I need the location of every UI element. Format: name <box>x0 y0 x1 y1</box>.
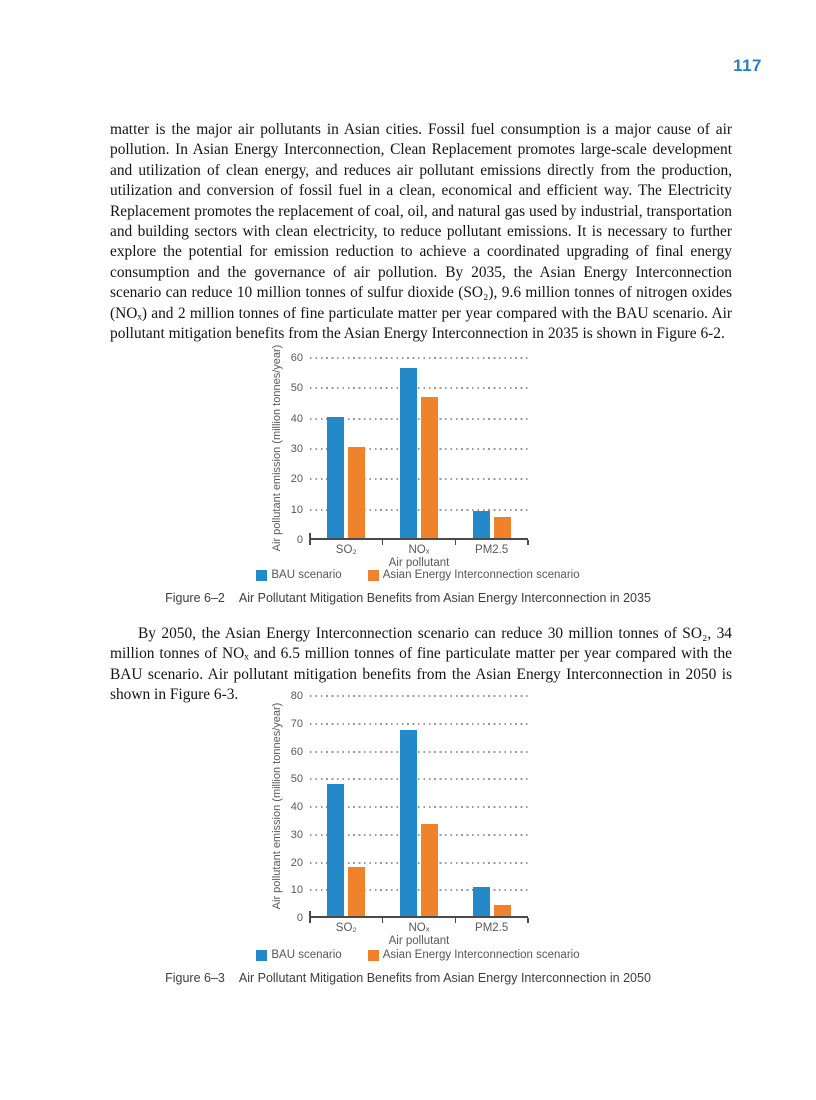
chart-legend <box>98 949 738 961</box>
bar-bau-0 <box>327 417 344 538</box>
y-tick-label: 20 <box>290 856 303 869</box>
y-axis-title: Air pollutant emission (million tonnes/year) <box>271 702 283 910</box>
x-axis-tick <box>455 918 457 923</box>
bar-aei-1 <box>421 397 438 538</box>
figure-caption-text: Air Pollutant Mitigation Benefits from Asian Energy Interconnection in 2050 <box>238 971 651 985</box>
paragraph-intro-2050: By 2050, the Asian Energy Interconnection scenario can reduce 30 million tonnes of SO₂, 34 million tonnes of NOₓ and 6.5 million tonnes of fine particulate matter per year compared with the BAU scenario. Air pollutant mitigation benefits from the Asian Energy Interconnection in 2050 is shown in Figure 6-3. <box>110 625 732 704</box>
x-category-label: SO₂ <box>335 922 357 934</box>
x-axis-title: Air pollutant <box>388 557 450 569</box>
grid-line <box>310 751 530 753</box>
legend-item-bau <box>256 949 341 961</box>
bar-aei-2 <box>494 905 511 916</box>
x-axis-tick <box>455 540 457 545</box>
legend-label-aei: Asian Energy Interconnection scenario <box>382 949 580 961</box>
legend-swatch-bau <box>256 950 267 961</box>
x-axis-tick <box>527 540 529 545</box>
x-category-label: NOₓ <box>408 544 430 556</box>
y-tick-label: 80 <box>290 690 303 702</box>
y-tick-label: 40 <box>290 412 303 425</box>
grid-line <box>310 357 530 359</box>
y-tick-label: 60 <box>290 745 303 758</box>
legend-swatch-aei <box>368 950 379 961</box>
bar-bau-2 <box>473 887 490 916</box>
y-tick-label: 40 <box>290 801 303 813</box>
grid-line <box>310 387 530 389</box>
grid-line <box>310 723 530 725</box>
y-tick-label: 20 <box>290 473 303 486</box>
x-axis-title: Air pollutant <box>388 935 450 947</box>
x-category-label: PM2.5 <box>475 544 509 556</box>
figure-caption-text: Air Pollutant Mitigation Benefits from Asian Energy Interconnection in 2035 <box>238 591 651 605</box>
x-axis-tick <box>309 918 311 923</box>
bar-bau-2 <box>473 511 490 538</box>
legend-label-bau: BAU scenario <box>271 949 342 961</box>
y-tick-label: 10 <box>290 884 303 897</box>
legend-label-aei: Asian Energy Interconnection scenario <box>382 569 580 581</box>
legend-swatch-aei <box>368 570 379 581</box>
bar-aei-0 <box>348 867 365 916</box>
paragraph-intro-2035: matter is the major air pollutants in Asian cities. Fossil fuel consumption is a major cause of air pollution. In Asian Energy Interconnection, Clean Replacement promotes large-scale development and utilization of clean energy, and reduces air pollutant emissions directly from the production, utilization and conversion of fossil fuel in a clean, economical and efficient way. The Electricity Replacement promotes the replacement of coal, oil, and natural gas used by industrial, transportation and building sectors with clean electricity, to reduce pollutant emissions. It is necessary to further explore the potential for emission reduction to achieve a coordinated upgrading of final energy consumption and the governance of air pollution. By 2035, the Asian Energy Interconnection scenario can reduce 10 million tonnes of sulfur dioxide (SO₂), 9.6 million tonnes of nitrogen oxides (NOₓ) and 2 million tonnes of fine particulate matter per year compared with the BAU scenario. Air pollutant mitigation benefits from the Asian Energy Interconnection in 2035 is shown in Figure 6-2. <box>110 121 732 343</box>
y-tick-label: 50 <box>290 382 303 395</box>
bar-aei-2 <box>494 517 511 538</box>
bar-bau-0 <box>327 784 344 916</box>
legend-item-bau <box>256 569 341 581</box>
bar-bau-1 <box>400 730 417 916</box>
x-axis-tick <box>309 540 311 545</box>
x-axis-tick <box>527 918 529 923</box>
x-axis-tick <box>382 918 384 923</box>
grid-line <box>310 695 530 697</box>
legend-item-aei <box>368 949 580 961</box>
y-tick-label: 0 <box>296 534 303 546</box>
y-tick-label: 0 <box>296 912 303 924</box>
x-axis-tick <box>382 540 384 545</box>
x-category-label: NOₓ <box>408 922 430 934</box>
y-tick-label: 50 <box>290 773 303 786</box>
figure-caption-6-3 <box>0 971 816 985</box>
grid-line <box>310 778 530 780</box>
y-tick-label: 30 <box>290 828 303 841</box>
bar-aei-1 <box>421 824 438 916</box>
y-tick-label: 10 <box>290 503 303 516</box>
figure-caption-label: Figure 6–3 <box>165 971 225 985</box>
page-number: 117 <box>733 56 762 75</box>
bar-chart-2035 <box>271 344 528 569</box>
chart-legend <box>98 569 738 581</box>
bar-bau-1 <box>400 368 417 538</box>
y-tick-label: 60 <box>290 352 303 364</box>
legend-label-bau: BAU scenario <box>271 569 342 581</box>
figure-caption-label: Figure 6–2 <box>165 591 225 605</box>
x-category-label: SO₂ <box>335 544 357 556</box>
bar-chart-2050 <box>271 690 528 947</box>
legend-item-aei <box>368 569 580 581</box>
y-tick-label: 30 <box>290 443 303 455</box>
x-category-label: PM2.5 <box>475 922 509 934</box>
figure-caption-6-2 <box>0 591 816 605</box>
y-axis-title: Air pollutant emission (million tonnes/year) <box>271 344 283 552</box>
bar-aei-0 <box>348 447 365 538</box>
legend-swatch-bau <box>256 570 267 581</box>
y-tick-label: 70 <box>290 717 303 730</box>
